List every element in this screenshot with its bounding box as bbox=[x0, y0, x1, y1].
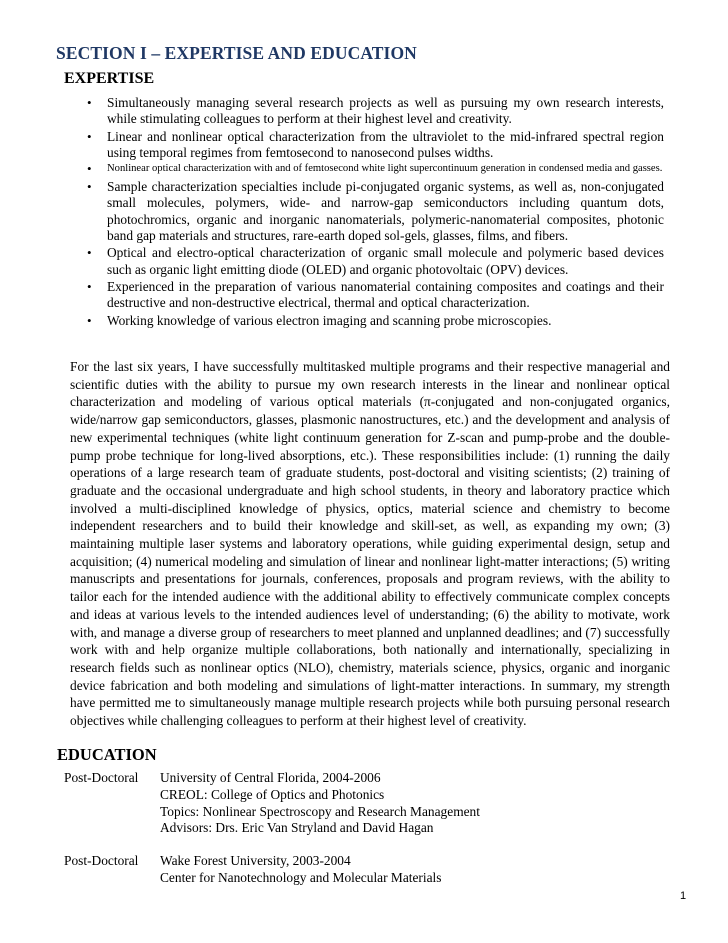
bullet-icon: • bbox=[87, 278, 92, 294]
list-item bbox=[84, 162, 664, 176]
education-heading: EDUCATION bbox=[57, 745, 157, 764]
department: Center for Nanotechnology and Molecular Materials bbox=[160, 869, 442, 885]
bullet-icon: • bbox=[87, 128, 92, 144]
list-item bbox=[84, 129, 664, 162]
bullet-icon: • bbox=[87, 161, 92, 177]
education-type: Post-Doctoral bbox=[64, 770, 139, 785]
bullet-icon: • bbox=[87, 245, 92, 261]
bullet-icon: • bbox=[87, 312, 92, 328]
education-type: Post-Doctoral bbox=[64, 853, 139, 868]
summary-paragraph: For the last six years, I have successfully multitasked multiple programs and their respective managerial and scientific duties with the ability to pursue my own research interests in the linear and nonlinear optical characterization and modeling of various optical materials (π-conjugated and non-conjugated organics, wide/narrow gap semiconductors, glasses, plasmonic nanostructures, etc.) and the development and analysis of new experimental techniques (white light continuum generation for Z-scan and pump-probe and the double-pump probe technique for long-lived absorptions, etc.). These responsibilities include: (1) running the daily operations of a large research team of graduate students, post-doctoral and visiting scientists; (2) training of graduate and the occasional undergraduate and high school students, in theory and laboratory practice which involved a multi-disciplined knowledge of physics, optics, material science and chemistry to become independent researchers and to build their knowledge and skill-set, as well, as expanding my own; (3) maintaining multiple laser systems and laboratory operations, while guiding experimental design, setup and acquisition; (4) numerical modeling and simulation of linear and nonlinear light-matter interactions; (5) writing manuscripts and presentations for journals, conferences, proposals and program reviews, with the ability to tailor each for the intended audience with the additional ability to effectively communicate complex concepts and ideas at various levels to the intended audiences level of understanding; (6) the ability to motivate, work with, and manage a diverse group of researchers to meet planned and unplanned deadlines; and (7) successfully work with and help organize multiple collaborations, both nationally and internationally, specializing in research fields such as nonlinear optics (NLO), chemistry, materials science, physics, organic and inorganic device fabrication and both modeling and simulations of light-matter interactions. In summary, my strength have permitted me to simultaneously manage multiple research projects while both pursuing personal research objectives while challenging colleagues to perform at their highest level of creativity. bbox=[70, 359, 670, 729]
list-item bbox=[84, 245, 664, 278]
list-item-text: Working knowledge of various electron imaging and scanning probe microscopies. bbox=[107, 312, 552, 328]
department: CREOL: College of Optics and Photonics bbox=[160, 786, 385, 802]
list-item-text: Simultaneously managing several research projects as well as pursuing my own research interests, while stimulating colleagues to perform at their highest level and creativity. bbox=[107, 95, 664, 127]
list-item bbox=[84, 313, 664, 329]
list-item-text: Optical and electro-optical characterization of organic small molecule and polymeric based devices such as organic light emitting diode (OLED) and organic photovoltaic (OPV) devices. bbox=[107, 245, 664, 277]
education-details bbox=[160, 853, 660, 887]
expertise-list bbox=[84, 95, 664, 330]
bullet-icon: • bbox=[87, 179, 92, 195]
list-item-text: Nonlinear optical characterization with and of femtosecond white light supercontinuum generation in condensed media and gasses. bbox=[107, 163, 663, 175]
advisors: Advisors: Drs. Eric Van Stryland and David Hagan bbox=[160, 820, 434, 836]
list-item bbox=[84, 179, 664, 244]
page-number: 1 bbox=[680, 890, 687, 902]
list-item-text: Linear and nonlinear optical characterization from the ultraviolet to the mid-infrared spectral region using temporal regimes from femtosecond to nanosecond pulses widths. bbox=[107, 128, 664, 160]
education-details bbox=[160, 770, 660, 837]
list-item-text: Experienced in the preparation of various nanomaterial containing composites and coatings and their destructive and non-destructive electrical, thermal and optical characterization. bbox=[107, 278, 664, 311]
bullet-icon: • bbox=[87, 95, 92, 110]
institution: University of Central Florida, 2004-2006 bbox=[160, 770, 381, 785]
section-title: SECTION I – EXPERTISE AND EDUCATION bbox=[56, 43, 417, 63]
list-item bbox=[84, 279, 664, 312]
list-item bbox=[84, 95, 664, 128]
list-item-text: Sample characterization specialties include pi-conjugated organic systems, as well as, non-conjugated small molecules, polymers, wide- and narrow-gap semiconductors including quantum dots, photochromics, organic and inorganic nanomaterials, polymeric-nanomaterial composites, photonic band gap materials and structures, rare-earth doped sol-gels, glasses, films, and fibers. bbox=[107, 179, 664, 244]
expertise-heading: EXPERTISE bbox=[64, 70, 155, 87]
topics: Topics: Nonlinear Spectroscopy and Research Management bbox=[160, 803, 480, 819]
institution: Wake Forest University, 2003-2004 bbox=[160, 853, 351, 868]
